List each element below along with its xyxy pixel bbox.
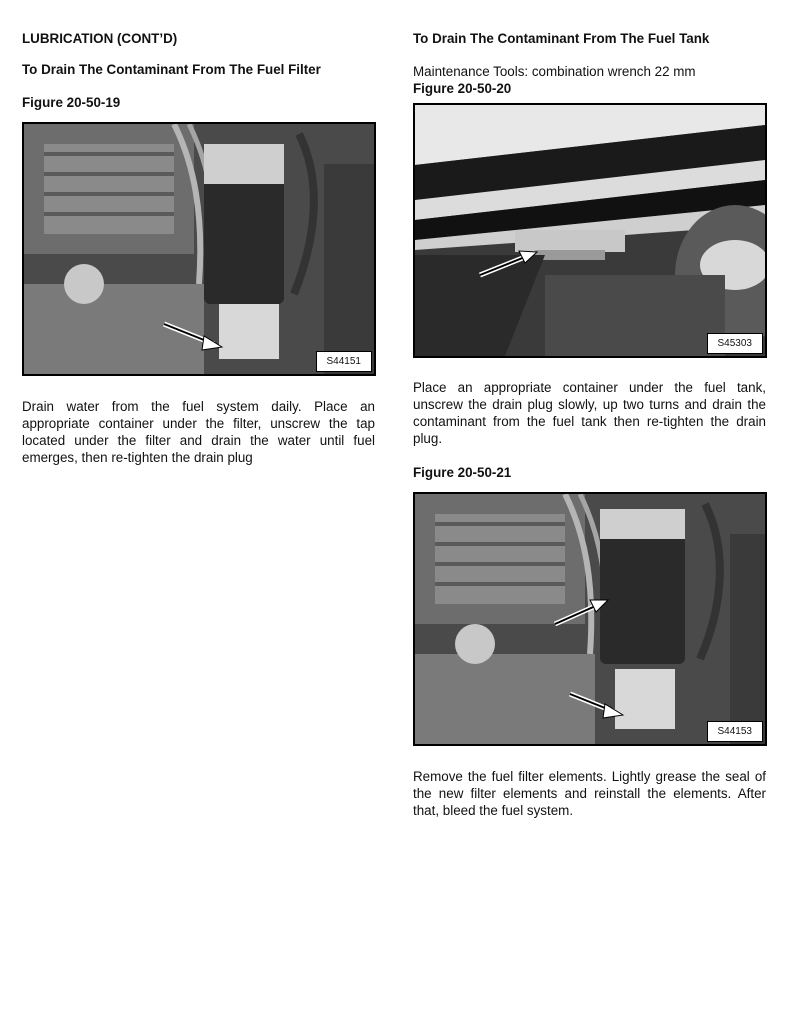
figure-code-19: S44151 xyxy=(316,351,372,372)
figure-fuel-filter-photo xyxy=(22,122,376,376)
fuel-tank-heading: To Drain The Contaminant From The Fuel Tank xyxy=(413,31,710,46)
figure-code-20: S45303 xyxy=(707,333,763,354)
section-title: LUBRICATION (CONT’D) xyxy=(22,31,178,46)
figure-fuel-tank-photo xyxy=(413,103,767,358)
fuel-tank-paragraph: Place an appropriate container under the fuel tank, unscrew the drain plug slowly, up two turns and drain the contaminant from the fuel tank then re-tighten the drain plug. xyxy=(413,380,766,446)
filter-elements-paragraph: Remove the fuel filter elements. Lightly grease the seal of the new filter elements and reinstall the elements. After that, bleed the fuel system. xyxy=(413,769,766,818)
figure-label-20: Figure 20-50-20 xyxy=(413,81,512,96)
figure-filter-elements-photo xyxy=(413,492,767,746)
fuel-filter-heading: To Drain The Contaminant From The Fuel Filter xyxy=(22,62,321,77)
figure-label-19: Figure 20-50-19 xyxy=(22,95,121,110)
figure-label-21: Figure 20-50-21 xyxy=(413,465,512,480)
maintenance-tools-text: Maintenance Tools: combination wrench 22 mm xyxy=(413,64,696,79)
fuel-filter-paragraph: Drain water from the fuel system daily. Place an appropriate container under the filter, unscrew the tap located under the filter and drain the water until fuel emerges, then re-tighten the drain plug xyxy=(22,399,375,465)
figure-code-21: S44153 xyxy=(707,721,763,742)
